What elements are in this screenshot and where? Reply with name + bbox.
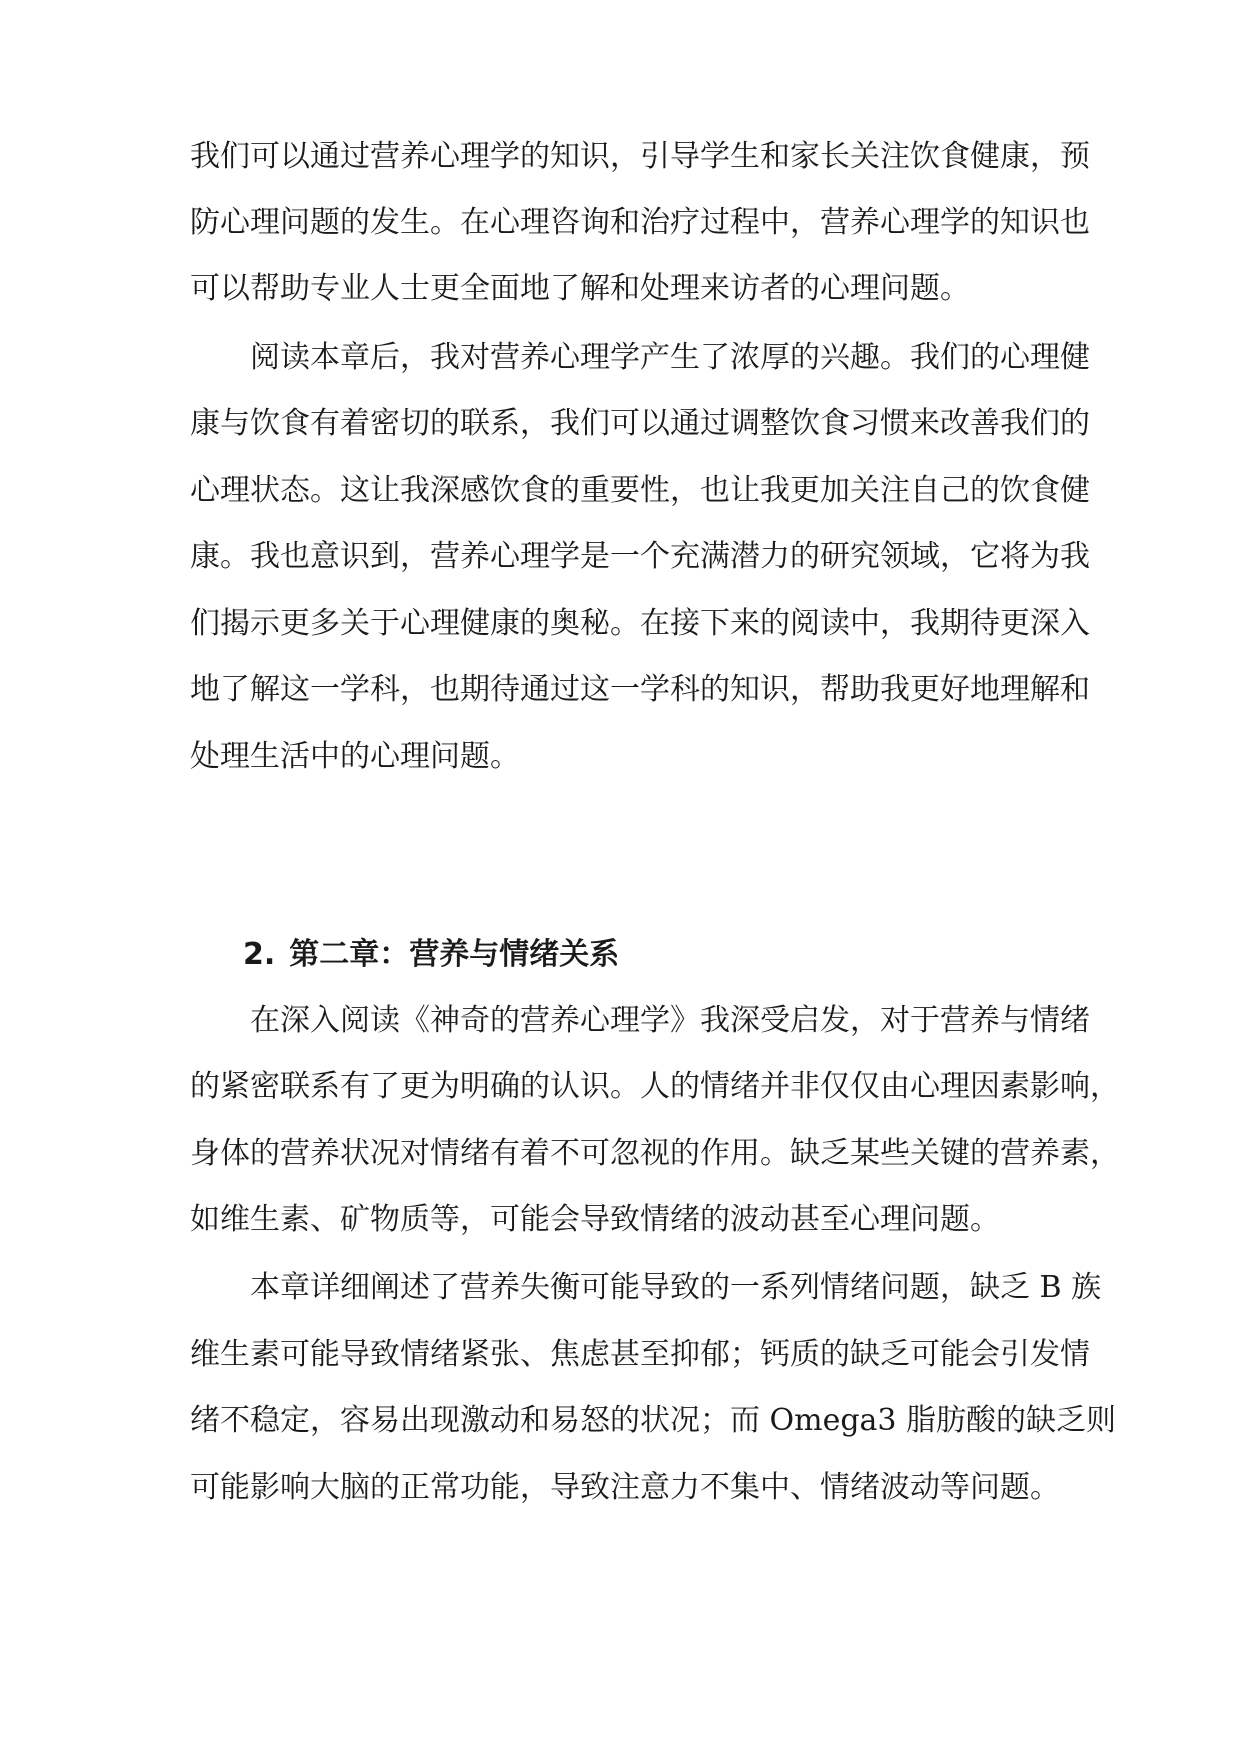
paragraph-2-line-1: 阅读本章后，我对营养心理学产生了浓厚的兴趣。我们的心理健 bbox=[250, 340, 1090, 375]
paragraph-2-line-3: 心理状态。这让我深感饮食的重要性，也让我更加关注自己的饮食健 bbox=[190, 473, 1090, 508]
section-heading-title: 第二章：营养与情绪关系 bbox=[289, 937, 620, 972]
paragraph-3-line-3: 身体的营养状况对情绪有着不可忽视的作用。缺乏某些关键的营养素， bbox=[190, 1136, 1120, 1171]
paragraph-3-line-2: 的紧密联系有了更为明确的认识。人的情绪并非仅仅由心理因素影响， bbox=[190, 1069, 1120, 1104]
paragraph-2-line-7: 处理生活中的心理问题。 bbox=[190, 739, 520, 774]
paragraph-1-line-2: 防心理问题的发生。在心理咨询和治疗过程中，营养心理学的知识也 bbox=[190, 205, 1090, 240]
paragraph-3-line-1: 在深入阅读《神奇的营养心理学》我深受启发，对于营养与情绪 bbox=[250, 1003, 1090, 1038]
paragraph-2-line-4: 康。我也意识到，营养心理学是一个充满潜力的研究领域，它将为我 bbox=[190, 539, 1090, 574]
section-heading bbox=[243, 935, 619, 975]
paragraph-1-line-1: 我们可以通过营养心理学的知识，引导学生和家长关注饮食健康，预 bbox=[190, 139, 1090, 174]
paragraph-4-line-2: 维生素可能导致情绪紧张、焦虑甚至抑郁；钙质的缺乏可能会引发情 bbox=[190, 1337, 1090, 1372]
paragraph-2-line-2: 康与饮食有着密切的联系，我们可以通过调整饮食习惯来改善我们的 bbox=[190, 406, 1090, 441]
paragraph-2-line-6: 地了解这一学科，也期待通过这一学科的知识，帮助我更好地理解和 bbox=[190, 672, 1090, 707]
paragraph-4-line-1: 本章详细阐述了营养失衡可能导致的一系列情绪问题，缺乏 B 族 bbox=[250, 1270, 1102, 1305]
paragraph-3-line-4: 如维生素、矿物质等，可能会导致情绪的波动甚至心理问题。 bbox=[190, 1202, 1000, 1237]
section-heading-number: 2. bbox=[243, 937, 276, 972]
paragraph-4-line-3: 绪不稳定，容易出现激动和易怒的状况；而 Omega3 脂肪酸的缺乏则 bbox=[190, 1403, 1117, 1438]
paragraph-1-line-3: 可以帮助专业人士更全面地了解和处理来访者的心理问题。 bbox=[190, 271, 970, 306]
paragraph-2-line-5: 们揭示更多关于心理健康的奥秘。在接下来的阅读中，我期待更深入 bbox=[190, 606, 1090, 641]
paragraph-4-line-4: 可能影响大脑的正常功能，导致注意力不集中、情绪波动等问题。 bbox=[190, 1470, 1060, 1505]
